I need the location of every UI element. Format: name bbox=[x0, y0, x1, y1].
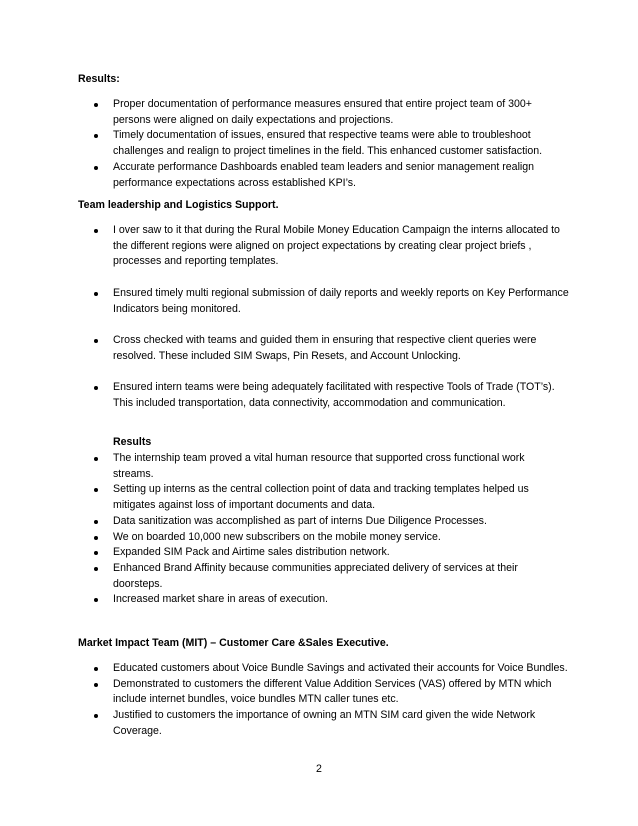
list-item: Data sanitization was accomplished as part of interns Due Diligence Processes. bbox=[0, 514, 563, 530]
list-item: The internship team proved a vital human resource that supported cross functional work streams. bbox=[0, 451, 563, 482]
team-results-list bbox=[0, 451, 638, 608]
list-item: Enhanced Brand Affinity because communities appreciated delivery of services at their doorsteps. bbox=[0, 561, 563, 592]
list-item: Justified to customers the importance of owning an MTN SIM card given the wide Network Coverage. bbox=[0, 708, 573, 739]
list-item: Accurate performance Dashboards enabled team leaders and senior management realign performance expectations across established KPI’s. bbox=[0, 160, 563, 191]
mit-list bbox=[0, 661, 638, 740]
list-item: Ensured intern teams were being adequately facilitated with respective Tools of Trade (TOT’s). This included transportation, data connectivity, accommodation and communication. bbox=[0, 380, 573, 411]
list-item: Timely documentation of issues, ensured that respective teams were able to troubleshoot challenges and realign to project timelines in the field. This enhanced customer satisfaction. bbox=[0, 128, 563, 159]
list-item: Increased market share in areas of execution. bbox=[0, 592, 563, 608]
team-leadership-list bbox=[0, 223, 638, 411]
results-list bbox=[0, 97, 638, 191]
list-item: Proper documentation of performance measures ensured that entire project team of 300+ persons were aligned on daily expectations and projections. bbox=[0, 97, 563, 128]
team-leadership-heading: Team leadership and Logistics Support. bbox=[78, 199, 279, 211]
list-item: We on boarded 10,000 new subscribers on the mobile money service. bbox=[0, 530, 563, 546]
list-item: Educated customers about Voice Bundle Savings and activated their accounts for Voice Bundles. bbox=[0, 661, 573, 677]
list-item: Demonstrated to customers the different Value Addition Services (VAS) offered by MTN which include internet bundles, voice bundles MTN caller tunes etc. bbox=[0, 677, 573, 708]
results-heading: Results: bbox=[78, 73, 120, 85]
list-item: Cross checked with teams and guided them in ensuring that respective client queries were resolved. These included SIM Swaps, Pin Resets, and Account Unlocking. bbox=[0, 333, 573, 364]
list-item: I over saw to it that during the Rural Mobile Money Education Campaign the interns allocated to the different regions were aligned on project expectations by creating clear project briefs , processes and reporting templates. bbox=[0, 223, 573, 270]
page-number: 2 bbox=[316, 763, 322, 775]
list-item: Expanded SIM Pack and Airtime sales distribution network. bbox=[0, 545, 563, 561]
team-results-heading: Results bbox=[113, 436, 152, 448]
list-item: Setting up interns as the central collection point of data and tracking templates helped us mitigates against loss of important documents and data. bbox=[0, 482, 563, 513]
mit-heading: Market Impact Team (MIT) – Customer Care &Sales Executive. bbox=[78, 637, 389, 649]
list-item: Ensured timely multi regional submission of daily reports and weekly reports on Key Performance Indicators being monitored. bbox=[0, 286, 573, 317]
